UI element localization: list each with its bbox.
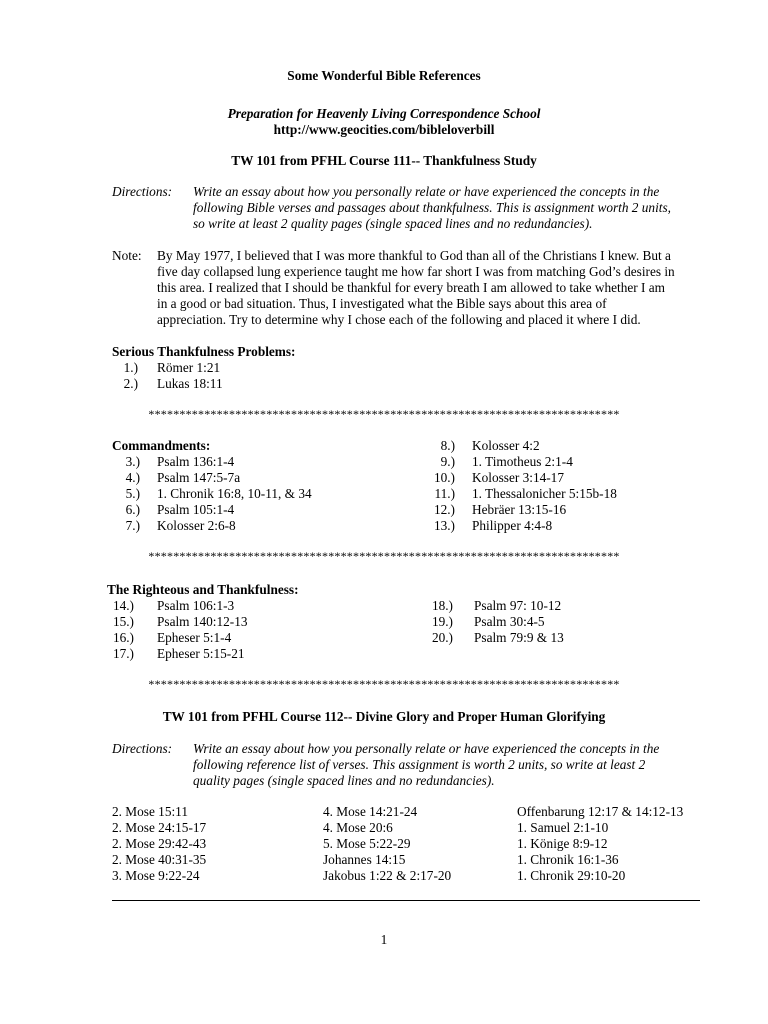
item-number: 13.) <box>433 518 455 533</box>
item-number: 12.) <box>433 502 455 517</box>
verse-reference: Psalm 79:9 & 13 <box>474 630 564 645</box>
note-line: appreciation. Try to determine why I chose each of the following and placed it where I did. <box>157 312 641 327</box>
item-number: 1.) <box>123 360 138 375</box>
verse-reference: Epheser 5:15-21 <box>157 646 245 661</box>
verse-reference: Psalm 106:1-3 <box>157 598 235 613</box>
item-number: 6.) <box>125 502 140 517</box>
note-line: this area. I realized that I should be thankful for every breath I am allowed to take whether I am <box>157 280 666 295</box>
page-title: Some Wonderful Bible References <box>287 68 481 83</box>
item-number: 8.) <box>440 438 455 453</box>
item-number: 3.) <box>125 454 140 469</box>
note-line: By May 1977, I believed that I was more thankful to God than all of the Christians I knew. But a <box>157 248 671 263</box>
verse-reference: 1. Thessalonicher 5:15b-18 <box>472 486 617 501</box>
verse-reference: 2. Mose 15:11 <box>112 804 188 819</box>
verse-reference: 4. Mose 14:21-24 <box>323 804 418 819</box>
item-number: 9.) <box>440 454 455 469</box>
verse-reference: Kolosser 3:14-17 <box>472 470 564 485</box>
directions-label-111: Directions: <box>112 184 173 199</box>
verse-reference: 1. Samuel 2:1-10 <box>517 820 609 835</box>
section-heading-serious: Serious Thankfulness Problems: <box>112 344 296 359</box>
verse-reference: Psalm 97: 10-12 <box>474 598 562 613</box>
verse-reference: 2. Mose 29:42-43 <box>112 836 207 851</box>
directions-line: Write an essay about how you personally relate or have experienced the concepts in the <box>193 184 660 199</box>
course-111-heading: TW 101 from PFHL Course 111-- Thankfulness Study <box>231 153 537 168</box>
item-number: 10.) <box>433 470 455 485</box>
school-url: http://www.geocities.com/bibleloverbill <box>273 122 495 137</box>
section-heading-righteous: The Righteous and Thankfulness: <box>107 582 299 597</box>
verse-reference: Hebräer 13:15-16 <box>472 502 567 517</box>
separator: **************************************************************************** <box>148 549 620 563</box>
verse-reference: 5. Mose 5:22-29 <box>323 836 411 851</box>
directions-line: Write an essay about how you personally relate or have experienced the concepts in the <box>193 741 660 756</box>
verse-reference: Kolosser 2:6-8 <box>157 518 236 533</box>
item-number: 20.) <box>431 630 453 645</box>
directions-line: quality pages (single spaced lines and no redundancies). <box>193 773 495 788</box>
verse-reference: 1. Chronik 29:10-20 <box>517 868 626 883</box>
course-112-heading: TW 101 from PFHL Course 112-- Divine Glory and Proper Human Glorifying <box>162 709 606 724</box>
separator: **************************************************************************** <box>148 407 620 421</box>
verse-reference: Epheser 5:1-4 <box>157 630 232 645</box>
verse-reference: 2. Mose 40:31-35 <box>112 852 207 867</box>
note-label: Note: <box>112 248 142 263</box>
directions-line: following Bible verses and passages about thankfulness. This is assignment worth 2 units, <box>193 200 671 215</box>
verse-reference: Römer 1:21 <box>157 360 221 375</box>
item-number: 16.) <box>112 630 134 645</box>
verse-reference: 1. Timotheus 2:1-4 <box>472 454 573 469</box>
verse-reference: 1. Chronik 16:8, 10-11, & 34 <box>157 486 312 501</box>
item-number: 15.) <box>112 614 134 629</box>
verse-reference: Kolosser 4:2 <box>472 438 540 453</box>
page-number: 1 <box>380 932 388 947</box>
verse-reference: Lukas 18:11 <box>157 376 223 391</box>
directions-line: so write at least 2 quality pages (single spaced lines and no redundancies). <box>193 216 593 231</box>
verse-reference: Psalm 30:4-5 <box>474 614 545 629</box>
section-heading-commandments: Commandments: <box>112 438 211 453</box>
separator: **************************************************************************** <box>148 677 620 691</box>
verse-reference: Psalm 136:1-4 <box>157 454 235 469</box>
verse-reference: Psalm 147:5-7a <box>157 470 241 485</box>
item-number: 14.) <box>112 598 134 613</box>
verse-reference: 2. Mose 24:15-17 <box>112 820 207 835</box>
verse-reference: Psalm 105:1-4 <box>157 502 235 517</box>
directions-line: following reference list of verses. This assignment is worth 2 units, so write at least 2 <box>193 757 646 772</box>
verse-reference: 4. Mose 20:6 <box>323 820 393 835</box>
item-number: 5.) <box>125 486 140 501</box>
verse-reference: Philipper 4:4-8 <box>472 518 553 533</box>
item-number: 4.) <box>125 470 140 485</box>
verse-reference: Jakobus 1:22 & 2:17-20 <box>323 868 452 883</box>
item-number: 19.) <box>431 614 453 629</box>
verse-reference: 1. Chronik 16:1-36 <box>517 852 619 867</box>
verse-reference: Offenbarung 12:17 & 14:12-13 <box>517 804 684 819</box>
verse-reference: 1. Könige 8:9-12 <box>517 836 608 851</box>
item-number: 11.) <box>434 486 455 501</box>
item-number: 18.) <box>431 598 453 613</box>
item-number: 17.) <box>112 646 134 661</box>
verse-reference: Johannes 14:15 <box>323 852 406 867</box>
verse-reference: 3. Mose 9:22-24 <box>112 868 200 883</box>
directions-label-112: Directions: <box>112 741 173 756</box>
item-number: 7.) <box>125 518 140 533</box>
note-line: in a good or bad situation. Thus, I investigated what the Bible says about this area of <box>157 296 607 311</box>
school-name: Preparation for Heavenly Living Correspondence School <box>227 106 541 121</box>
footer-rule <box>112 900 700 901</box>
note-line: five day collapsed lung experience taught me how far short I was from matching God’s desires in <box>157 264 675 279</box>
verse-reference: Psalm 140:12-13 <box>157 614 248 629</box>
item-number: 2.) <box>123 376 138 391</box>
